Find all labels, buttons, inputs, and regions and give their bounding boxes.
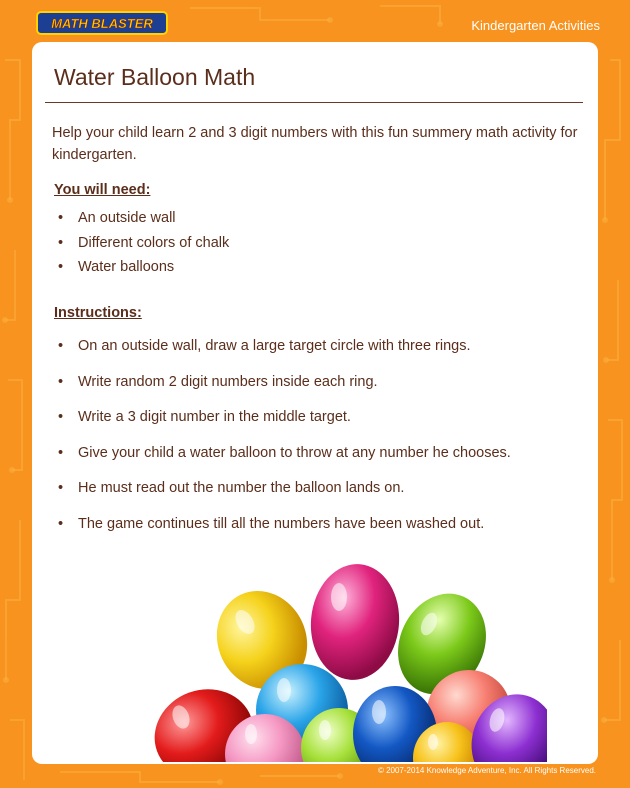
- logo-text: MATH BLASTER: [51, 16, 153, 31]
- list-item: [54, 408, 511, 444]
- instruction-text: Give your child a water balloon to throw at any number he chooses.: [78, 444, 511, 461]
- list-item: [54, 337, 511, 373]
- instruction-text: Write random 2 digit numbers inside each ring.: [78, 373, 378, 390]
- bullet: •: [58, 234, 64, 251]
- list-item: [54, 209, 229, 234]
- instruction-text: Write a 3 digit number in the middle target.: [78, 409, 351, 425]
- bullet: •: [58, 210, 64, 226]
- bullet: •: [58, 409, 64, 425]
- bullet: •: [58, 259, 64, 275]
- needs-list: [54, 209, 229, 283]
- list-item: [54, 258, 229, 283]
- list-item: [54, 479, 511, 515]
- category-label[interactable]: Kindergarten Activities: [471, 18, 600, 33]
- intro-text: Help your child learn 2 and 3 digit numbers with this fun summery math activity for kindergarten.: [52, 125, 578, 163]
- list-item: [54, 373, 511, 409]
- need-item-text: Different colors of chalk: [78, 234, 230, 251]
- instructions-heading: Instructions:: [54, 305, 142, 321]
- page-title: Water Balloon Math: [54, 64, 256, 90]
- bullet: •: [58, 515, 64, 532]
- water-balloons-illustration: [117, 562, 547, 762]
- need-item-text: An outside wall: [78, 210, 176, 226]
- instructions-list: [54, 337, 511, 550]
- list-item: [54, 515, 511, 551]
- worksheet-card: [32, 42, 598, 764]
- title-divider: [45, 102, 583, 103]
- need-item-text: Water balloons: [78, 259, 175, 275]
- bullet: •: [58, 480, 64, 496]
- balloon: [306, 562, 404, 684]
- instruction-text: The game continues till all the numbers have been washed out.: [78, 515, 485, 532]
- instruction-text: On an outside wall, draw a large target circle with three rings.: [78, 338, 471, 354]
- copyright-notice: © 2007-2014 Knowledge Adventure, Inc. All Rights Reserved.: [377, 766, 596, 775]
- bullet: •: [58, 338, 64, 354]
- bullet: •: [58, 444, 64, 461]
- list-item: [54, 234, 229, 259]
- list-item: [54, 444, 511, 480]
- bullet: •: [58, 373, 64, 390]
- math-blaster-logo[interactable]: [36, 10, 168, 36]
- instruction-text: He must read out the number the balloon lands on.: [78, 480, 405, 496]
- needs-heading: You will need:: [54, 182, 151, 198]
